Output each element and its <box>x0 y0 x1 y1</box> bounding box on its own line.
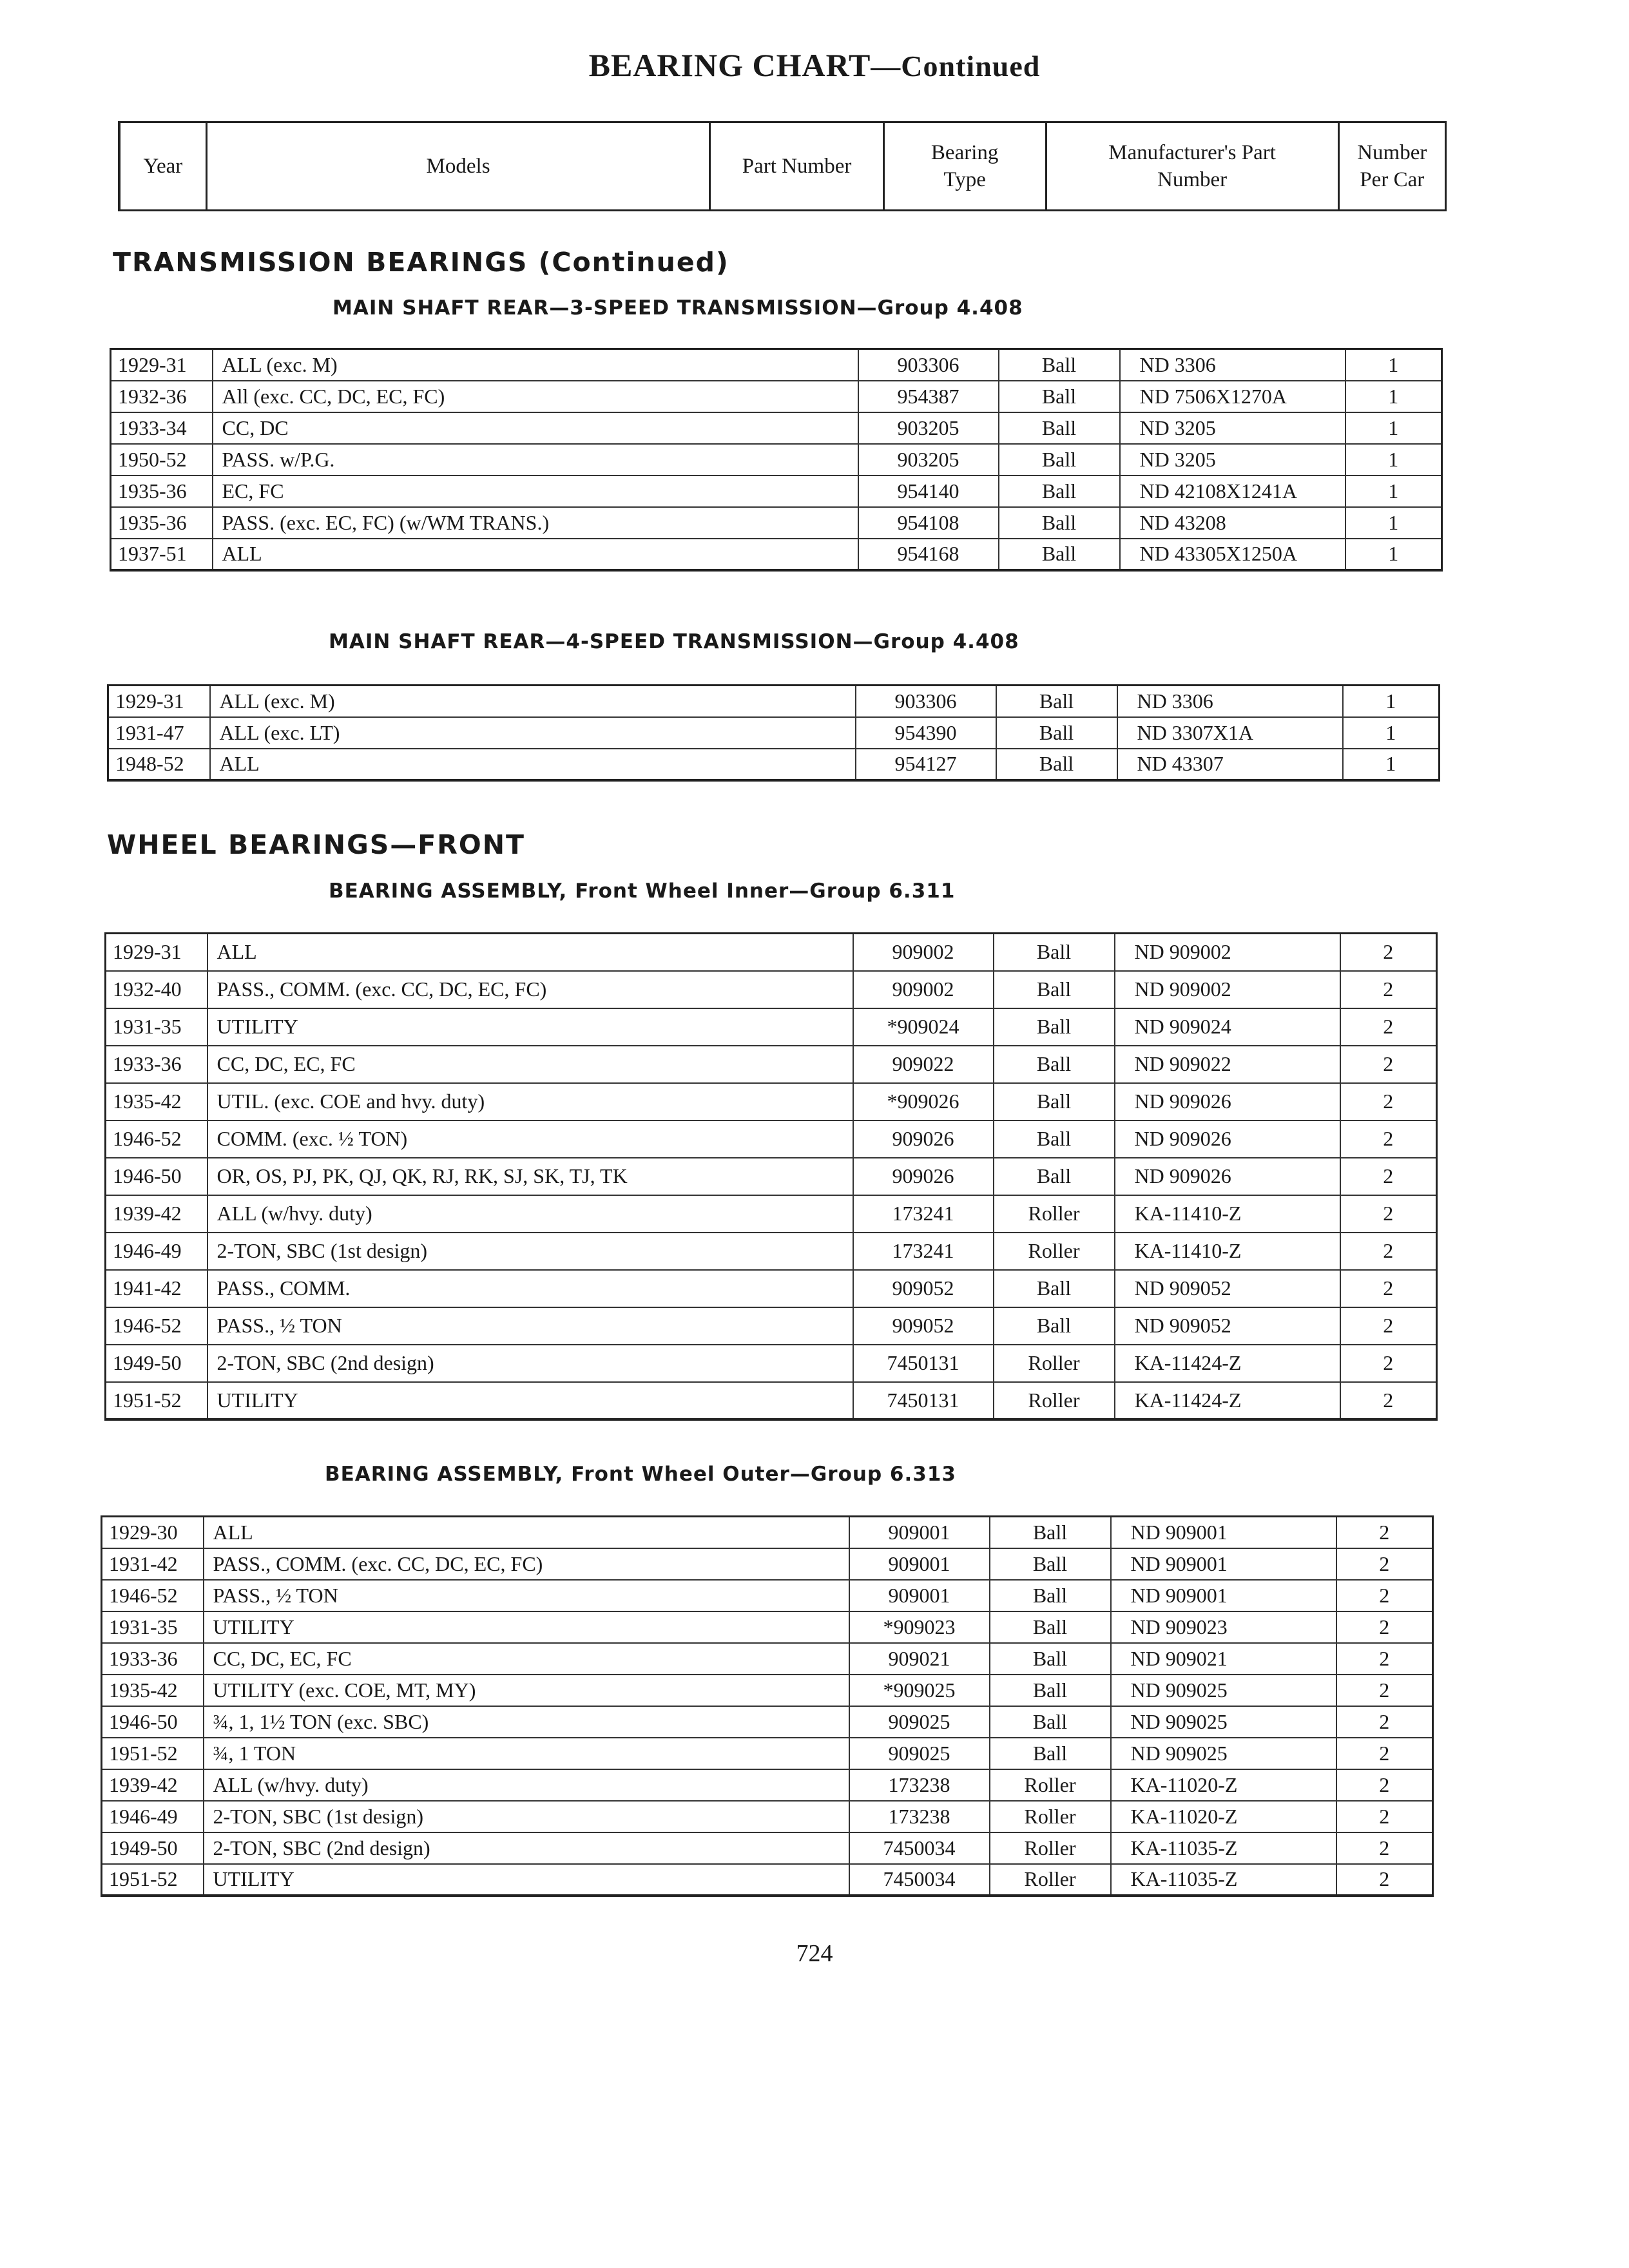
mfr-part-number-cell: ND 909001 <box>1111 1580 1336 1611</box>
number-per-car-cell: 2 <box>1340 1046 1437 1083</box>
header-year: Year <box>119 122 206 211</box>
mfr-part-number-cell: ND 909026 <box>1115 1158 1340 1195</box>
mfr-part-number-cell: ND 909026 <box>1115 1083 1340 1120</box>
table-row <box>106 1233 1437 1270</box>
year-cell: 1937-51 <box>111 539 213 570</box>
header-models: Models <box>206 122 710 211</box>
table-row <box>102 1832 1433 1864</box>
mfr-part-number-cell: ND 909025 <box>1111 1738 1336 1769</box>
number-per-car-cell: 2 <box>1340 1195 1437 1233</box>
mfr-part-number-cell: KA-11035-Z <box>1111 1832 1336 1864</box>
mfr-part-number-cell: ND 909023 <box>1111 1611 1336 1643</box>
table-row <box>102 1706 1433 1738</box>
caption-4-speed: MAIN SHAFT REAR—4-SPEED TRANSMISSION—Group 4.408 <box>329 630 1019 653</box>
year-cell: 1929-31 <box>108 686 210 717</box>
number-per-car-cell: 2 <box>1336 1864 1433 1896</box>
part-number-cell: 954387 <box>858 381 999 412</box>
bearing-type-cell: Ball <box>994 1270 1115 1307</box>
models-cell: 2-TON, SBC (2nd design) <box>207 1345 853 1382</box>
mfr-part-number-cell: ND 909026 <box>1115 1120 1340 1158</box>
part-number-cell: 7450131 <box>853 1345 994 1382</box>
mfr-part-number-cell: KA-11410-Z <box>1115 1233 1340 1270</box>
part-number-cell: 903205 <box>858 412 999 444</box>
year-cell: 1946-50 <box>102 1706 204 1738</box>
models-cell: ALL (exc. M) <box>213 349 858 381</box>
models-cell: PASS., ½ TON <box>204 1580 849 1611</box>
header-bearing-type: Bearing Type <box>883 122 1046 211</box>
year-cell: 1932-36 <box>111 381 213 412</box>
table-row <box>111 444 1442 476</box>
mfr-part-number-cell: ND 909001 <box>1111 1548 1336 1580</box>
mfr-part-number-cell: KA-11410-Z <box>1115 1195 1340 1233</box>
bearing-type-cell: Ball <box>999 412 1120 444</box>
bearing-type-cell: Ball <box>990 1611 1111 1643</box>
mfr-part-number-cell: ND 909001 <box>1111 1517 1336 1548</box>
table-row <box>102 1517 1433 1548</box>
part-number-cell: 7450034 <box>849 1864 990 1896</box>
page-title <box>0 46 1629 84</box>
table-row <box>106 934 1437 971</box>
title-main: BEARING CHART <box>588 47 871 83</box>
models-cell: 2-TON, SBC (1st design) <box>207 1233 853 1270</box>
year-cell: 1931-35 <box>102 1611 204 1643</box>
part-number-cell: 909025 <box>849 1706 990 1738</box>
part-number-cell: 909002 <box>853 934 994 971</box>
models-cell: COMM. (exc. ½ TON) <box>207 1120 853 1158</box>
models-cell: PASS. (exc. EC, FC) (w/WM TRANS.) <box>213 507 858 539</box>
models-cell: ALL <box>213 539 858 570</box>
models-cell: ALL <box>207 934 853 971</box>
table-row <box>102 1611 1433 1643</box>
number-per-car-cell: 1 <box>1343 749 1440 780</box>
number-per-car-cell: 1 <box>1345 381 1442 412</box>
part-number-cell: 954140 <box>858 476 999 507</box>
year-cell: 1951-52 <box>102 1864 204 1896</box>
header-number-per-car: Number Per Car <box>1338 122 1445 211</box>
models-cell: UTILITY (exc. COE, MT, MY) <box>204 1675 849 1706</box>
part-number-cell: 173238 <box>849 1801 990 1832</box>
models-cell: PASS., COMM. (exc. CC, DC, EC, FC) <box>207 971 853 1008</box>
models-cell: CC, DC, EC, FC <box>204 1643 849 1675</box>
year-cell: 1946-49 <box>106 1233 207 1270</box>
number-per-car-cell: 2 <box>1336 1801 1433 1832</box>
number-per-car-cell: 2 <box>1336 1517 1433 1548</box>
year-cell: 1946-52 <box>106 1120 207 1158</box>
table-row <box>106 1008 1437 1046</box>
year-cell: 1935-36 <box>111 476 213 507</box>
year-cell: 1933-36 <box>106 1046 207 1083</box>
bearing-type-cell: Ball <box>990 1548 1111 1580</box>
part-number-cell: *909024 <box>853 1008 994 1046</box>
table-row <box>106 971 1437 1008</box>
mfr-part-number-cell: ND 43305X1250A <box>1120 539 1345 570</box>
year-cell: 1946-52 <box>106 1307 207 1345</box>
bearing-type-cell: Ball <box>990 1517 1111 1548</box>
mfr-part-number-cell: ND 3306 <box>1117 686 1343 717</box>
table-row <box>108 686 1440 717</box>
models-cell: CC, DC, EC, FC <box>207 1046 853 1083</box>
bearing-type-cell: Ball <box>994 934 1115 971</box>
number-per-car-cell: 2 <box>1336 1706 1433 1738</box>
year-cell: 1929-31 <box>111 349 213 381</box>
table-row <box>106 1046 1437 1083</box>
models-cell: PASS., COMM. <box>207 1270 853 1307</box>
part-number-cell: 909002 <box>853 971 994 1008</box>
mfr-part-number-cell: ND 909024 <box>1115 1008 1340 1046</box>
mfr-part-number-cell: ND 909021 <box>1111 1643 1336 1675</box>
bearing-type-cell: Ball <box>999 349 1120 381</box>
number-per-car-cell: 2 <box>1340 1233 1437 1270</box>
models-cell: ALL <box>204 1517 849 1548</box>
table-row <box>106 1307 1437 1345</box>
part-number-cell: 903306 <box>856 686 996 717</box>
part-number-cell: *909023 <box>849 1611 990 1643</box>
part-number-cell: 909001 <box>849 1580 990 1611</box>
bearing-type-cell: Ball <box>994 971 1115 1008</box>
mfr-part-number-cell: ND 43208 <box>1120 507 1345 539</box>
mfr-part-number-cell: ND 43307 <box>1117 749 1343 780</box>
part-number-cell: 954127 <box>856 749 996 780</box>
part-number-cell: 954168 <box>858 539 999 570</box>
table-row <box>102 1864 1433 1896</box>
number-per-car-cell: 1 <box>1345 444 1442 476</box>
mfr-part-number-cell: KA-11020-Z <box>1111 1801 1336 1832</box>
mfr-part-number-cell: KA-11035-Z <box>1111 1864 1336 1896</box>
table-row <box>102 1643 1433 1675</box>
number-per-car-cell: 2 <box>1340 934 1437 971</box>
number-per-car-cell: 2 <box>1340 1083 1437 1120</box>
header-mfr-part-number: Manufacturer's Part Number <box>1046 122 1338 211</box>
year-cell: 1951-52 <box>106 1382 207 1419</box>
mfr-part-number-cell: ND 3205 <box>1120 412 1345 444</box>
table-front-wheel-outer <box>101 1515 1434 1897</box>
year-cell: 1950-52 <box>111 444 213 476</box>
number-per-car-cell: 2 <box>1336 1738 1433 1769</box>
year-cell: 1931-42 <box>102 1548 204 1580</box>
year-cell: 1935-36 <box>111 507 213 539</box>
part-number-cell: 173238 <box>849 1769 990 1801</box>
models-cell: PASS., COMM. (exc. CC, DC, EC, FC) <box>204 1548 849 1580</box>
year-cell: 1946-52 <box>102 1580 204 1611</box>
number-per-car-cell: 2 <box>1336 1548 1433 1580</box>
bearing-type-cell: Roller <box>994 1195 1115 1233</box>
number-per-car-cell: 1 <box>1345 539 1442 570</box>
table-row <box>106 1195 1437 1233</box>
part-number-cell: 909021 <box>849 1643 990 1675</box>
models-cell: All (exc. CC, DC, EC, FC) <box>213 381 858 412</box>
mfr-part-number-cell: ND 7506X1270A <box>1120 381 1345 412</box>
table-row <box>106 1083 1437 1120</box>
part-number-cell: 909026 <box>853 1120 994 1158</box>
bearing-type-cell: Ball <box>990 1643 1111 1675</box>
part-number-cell: 909022 <box>853 1046 994 1083</box>
models-cell: EC, FC <box>213 476 858 507</box>
models-cell: ALL (exc. M) <box>210 686 856 717</box>
models-cell: PASS. w/P.G. <box>213 444 858 476</box>
mfr-part-number-cell: ND 909025 <box>1111 1675 1336 1706</box>
part-number-cell: 909001 <box>849 1548 990 1580</box>
year-cell: 1946-50 <box>106 1158 207 1195</box>
number-per-car-cell: 2 <box>1340 1008 1437 1046</box>
number-per-car-cell: 1 <box>1345 476 1442 507</box>
part-number-cell: 173241 <box>853 1233 994 1270</box>
table-row <box>111 539 1442 570</box>
bearing-type-cell: Roller <box>994 1233 1115 1270</box>
part-number-cell: 909052 <box>853 1307 994 1345</box>
mfr-part-number-cell: ND 42108X1241A <box>1120 476 1345 507</box>
number-per-car-cell: 2 <box>1336 1832 1433 1864</box>
year-cell: 1939-42 <box>102 1769 204 1801</box>
section-wheel-front: WHEEL BEARINGS—FRONT <box>107 829 525 860</box>
number-per-car-cell: 2 <box>1340 971 1437 1008</box>
bearing-type-cell: Ball <box>999 507 1120 539</box>
mfr-part-number-cell: ND 909002 <box>1115 934 1340 971</box>
bearing-type-cell: Ball <box>999 476 1120 507</box>
bearing-type-cell: Ball <box>994 1008 1115 1046</box>
year-cell: 1933-36 <box>102 1643 204 1675</box>
year-cell: 1941-42 <box>106 1270 207 1307</box>
models-cell: UTIL. (exc. COE and hvy. duty) <box>207 1083 853 1120</box>
mfr-part-number-cell: ND 3306 <box>1120 349 1345 381</box>
caption-3-speed: MAIN SHAFT REAR—3-SPEED TRANSMISSION—Group 4.408 <box>333 296 1023 320</box>
year-cell: 1929-30 <box>102 1517 204 1548</box>
part-number-cell: 903205 <box>858 444 999 476</box>
part-number-cell: 173241 <box>853 1195 994 1233</box>
caption-front-wheel-outer: BEARING ASSEMBLY, Front Wheel Outer—Group 6.313 <box>325 1463 956 1486</box>
bearing-type-cell: Ball <box>994 1083 1115 1120</box>
year-cell: 1949-50 <box>106 1345 207 1382</box>
models-cell: UTILITY <box>204 1611 849 1643</box>
bearing-type-cell: Ball <box>999 381 1120 412</box>
table-row <box>102 1675 1433 1706</box>
year-cell: 1951-52 <box>102 1738 204 1769</box>
bearing-type-cell: Roller <box>990 1832 1111 1864</box>
number-per-car-cell: 2 <box>1340 1120 1437 1158</box>
number-per-car-cell: 2 <box>1340 1382 1437 1419</box>
bearing-type-cell: Roller <box>990 1801 1111 1832</box>
bearing-type-cell: Ball <box>990 1675 1111 1706</box>
bearing-type-cell: Roller <box>994 1382 1115 1419</box>
mfr-part-number-cell: ND 909052 <box>1115 1270 1340 1307</box>
bearing-type-cell: Roller <box>990 1864 1111 1896</box>
bearing-type-cell: Ball <box>990 1580 1111 1611</box>
column-header <box>118 121 1447 211</box>
part-number-cell: 909026 <box>853 1158 994 1195</box>
mfr-part-number-cell: KA-11424-Z <box>1115 1382 1340 1419</box>
year-cell: 1935-42 <box>106 1083 207 1120</box>
models-cell: ALL (exc. LT) <box>210 717 856 749</box>
year-cell: 1948-52 <box>108 749 210 780</box>
number-per-car-cell: 2 <box>1336 1580 1433 1611</box>
models-cell: ALL (w/hvy. duty) <box>204 1769 849 1801</box>
number-per-car-cell: 1 <box>1345 349 1442 381</box>
number-per-car-cell: 2 <box>1340 1270 1437 1307</box>
caption-front-wheel-inner: BEARING ASSEMBLY, Front Wheel Inner—Group 6.311 <box>329 879 956 903</box>
table-front-wheel-inner <box>104 932 1438 1421</box>
models-cell: UTILITY <box>207 1382 853 1419</box>
table-row <box>108 717 1440 749</box>
section-transmission: TRANSMISSION BEARINGS (Continued) <box>113 247 729 278</box>
year-cell: 1929-31 <box>106 934 207 971</box>
table-row <box>111 349 1442 381</box>
models-cell: UTILITY <box>207 1008 853 1046</box>
number-per-car-cell: 2 <box>1336 1769 1433 1801</box>
bearing-type-cell: Ball <box>994 1158 1115 1195</box>
table-3-speed <box>110 348 1443 572</box>
page-number: 724 <box>796 1940 833 1967</box>
bearing-type-cell: Ball <box>999 444 1120 476</box>
header-part-number: Part Number <box>710 122 883 211</box>
table-row <box>106 1120 1437 1158</box>
models-cell: UTILITY <box>204 1864 849 1896</box>
table-4-speed <box>107 684 1440 782</box>
bearing-type-cell: Ball <box>994 1046 1115 1083</box>
mfr-part-number-cell: KA-11424-Z <box>1115 1345 1340 1382</box>
models-cell: CC, DC <box>213 412 858 444</box>
table-row <box>111 381 1442 412</box>
part-number-cell: 954108 <box>858 507 999 539</box>
number-per-car-cell: 2 <box>1336 1611 1433 1643</box>
number-per-car-cell: 2 <box>1336 1643 1433 1675</box>
part-number-cell: 7450131 <box>853 1382 994 1419</box>
number-per-car-cell: 2 <box>1340 1307 1437 1345</box>
part-number-cell: 909001 <box>849 1517 990 1548</box>
part-number-cell: 954390 <box>856 717 996 749</box>
number-per-car-cell: 2 <box>1340 1345 1437 1382</box>
table-row <box>102 1801 1433 1832</box>
year-cell: 1931-35 <box>106 1008 207 1046</box>
part-number-cell: *909025 <box>849 1675 990 1706</box>
number-per-car-cell: 1 <box>1343 717 1440 749</box>
year-cell: 1946-49 <box>102 1801 204 1832</box>
bearing-type-cell: Ball <box>990 1706 1111 1738</box>
table-row <box>108 749 1440 780</box>
table-row <box>111 412 1442 444</box>
bearing-type-cell: Ball <box>996 717 1117 749</box>
bearing-type-cell: Roller <box>990 1769 1111 1801</box>
table-row <box>102 1738 1433 1769</box>
models-cell: PASS., ½ TON <box>207 1307 853 1345</box>
table-row <box>102 1580 1433 1611</box>
models-cell: ¾, 1, 1½ TON (exc. SBC) <box>204 1706 849 1738</box>
bearing-type-cell: Ball <box>996 686 1117 717</box>
bearing-type-cell: Ball <box>990 1738 1111 1769</box>
mfr-part-number-cell: ND 909025 <box>1111 1706 1336 1738</box>
bearing-type-cell: Ball <box>994 1307 1115 1345</box>
number-per-car-cell: 2 <box>1340 1158 1437 1195</box>
mfr-part-number-cell: ND 909002 <box>1115 971 1340 1008</box>
mfr-part-number-cell: KA-11020-Z <box>1111 1769 1336 1801</box>
year-cell: 1939-42 <box>106 1195 207 1233</box>
models-cell: OR, OS, PJ, PK, QJ, QK, RJ, RK, SJ, SK, TJ, TK <box>207 1158 853 1195</box>
models-cell: ¾, 1 TON <box>204 1738 849 1769</box>
year-cell: 1949-50 <box>102 1832 204 1864</box>
table-row <box>111 476 1442 507</box>
number-per-car-cell: 1 <box>1345 507 1442 539</box>
table-row <box>102 1769 1433 1801</box>
mfr-part-number-cell: ND 909052 <box>1115 1307 1340 1345</box>
part-number-cell: 909025 <box>849 1738 990 1769</box>
part-number-cell: *909026 <box>853 1083 994 1120</box>
table-row <box>106 1158 1437 1195</box>
table-row <box>106 1382 1437 1419</box>
models-cell: ALL (w/hvy. duty) <box>207 1195 853 1233</box>
table-row <box>111 507 1442 539</box>
mfr-part-number-cell: ND 3205 <box>1120 444 1345 476</box>
models-cell: 2-TON, SBC (2nd design) <box>204 1832 849 1864</box>
title-suffix: —Continued <box>871 50 1041 82</box>
models-cell: ALL <box>210 749 856 780</box>
year-cell: 1931-47 <box>108 717 210 749</box>
part-number-cell: 909052 <box>853 1270 994 1307</box>
bearing-type-cell: Ball <box>996 749 1117 780</box>
number-per-car-cell: 1 <box>1345 412 1442 444</box>
year-cell: 1935-42 <box>102 1675 204 1706</box>
mfr-part-number-cell: ND 3307X1A <box>1117 717 1343 749</box>
year-cell: 1932-40 <box>106 971 207 1008</box>
number-per-car-cell: 2 <box>1336 1675 1433 1706</box>
part-number-cell: 903306 <box>858 349 999 381</box>
bearing-type-cell: Ball <box>999 539 1120 570</box>
table-row <box>102 1548 1433 1580</box>
mfr-part-number-cell: ND 909022 <box>1115 1046 1340 1083</box>
table-row <box>106 1345 1437 1382</box>
bearing-type-cell: Roller <box>994 1345 1115 1382</box>
models-cell: 2-TON, SBC (1st design) <box>204 1801 849 1832</box>
year-cell: 1933-34 <box>111 412 213 444</box>
table-row <box>106 1270 1437 1307</box>
part-number-cell: 7450034 <box>849 1832 990 1864</box>
bearing-type-cell: Ball <box>994 1120 1115 1158</box>
number-per-car-cell: 1 <box>1343 686 1440 717</box>
